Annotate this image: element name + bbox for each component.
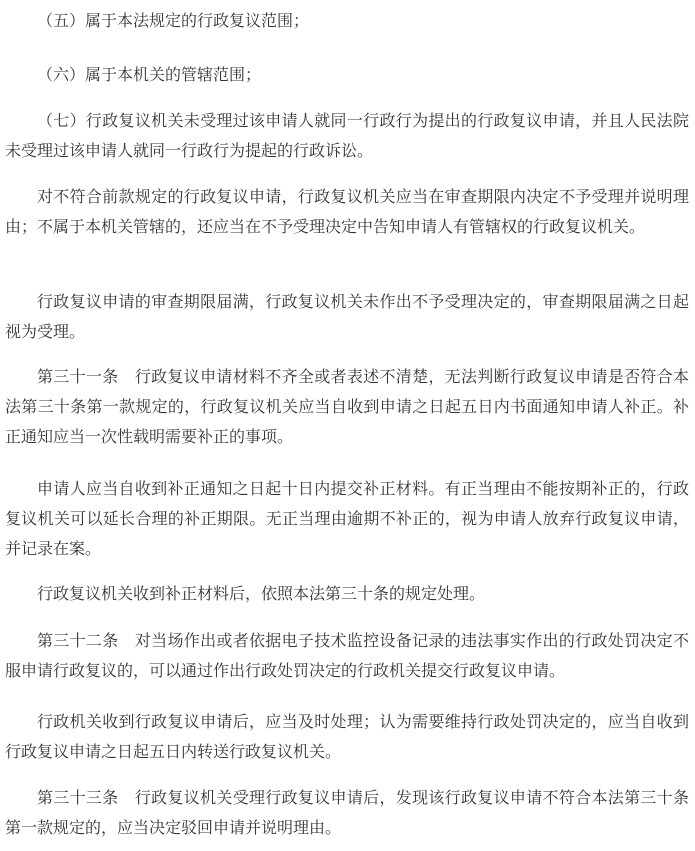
article-31: 第三十一条 行政复议申请材料不齐全或者表述不清楚，无法判断行政复议申请是否符合本法第三十条第一款规定的，行政复议机关应当自收到申请之日起五日内书面通知申请人补正。补正通知应当一次性载明需要补正的事项。: [5, 367, 689, 446]
paragraph-supplement-period: 申请人应当自收到补正通知之日起十日内提交补正材料。有正当理由不能按期补正的，行政复议机关可以延长合理的补正期限。无正当理由逾期不补正的，视为申请人放弃行政复议申请，并记录在案。: [5, 479, 689, 558]
article-32: 第三十二条 对当场作出或者依据电子技术监控设备记录的违法事实作出的行政处罚决定不服申请行政复议的，可以通过作出行政处罚决定的行政机关提交行政复议申请。: [5, 631, 689, 680]
paragraph-rejection-reason: 对不符合前款规定的行政复议申请，行政复议机关应当在审查期限内决定不予受理并说明理由；不属于本机关管辖的，还应当在不予受理决定中告知申请人有管辖权的行政复议机关。: [5, 187, 689, 236]
article-33: 第三十三条 行政复议机关受理行政复议申请后，发现该行政复议申请不符合本法第三十条第一款规定的，应当决定驳回申请并说明理由。: [5, 788, 689, 837]
paragraph-item-6: （六）属于本机关的管辖范围；: [37, 65, 262, 84]
paragraph-review-deadline: 行政复议申请的审查期限届满，行政复议机关未作出不予受理决定的，审查期限届满之日起视为受理。: [5, 292, 689, 341]
paragraph-item-7: （七）行政复议机关未受理过该申请人就同一行政行为提出的行政复议申请，并且人民法院未受理过该申请人就同一行政行为提起的行政诉讼。: [5, 111, 689, 160]
paragraph-transfer: 行政机关收到行政复议申请后，应当及时处理；认为需要维持行政处罚决定的，应当自收到行政复议申请之日起五日内转送行政复议机关。: [5, 712, 689, 761]
paragraph-item-5: （五）属于本法规定的行政复议范围；: [37, 11, 310, 30]
paragraph-supplement-handling: 行政复议机关收到补正材料后，依照本法第三十条的规定处理。: [37, 584, 486, 603]
